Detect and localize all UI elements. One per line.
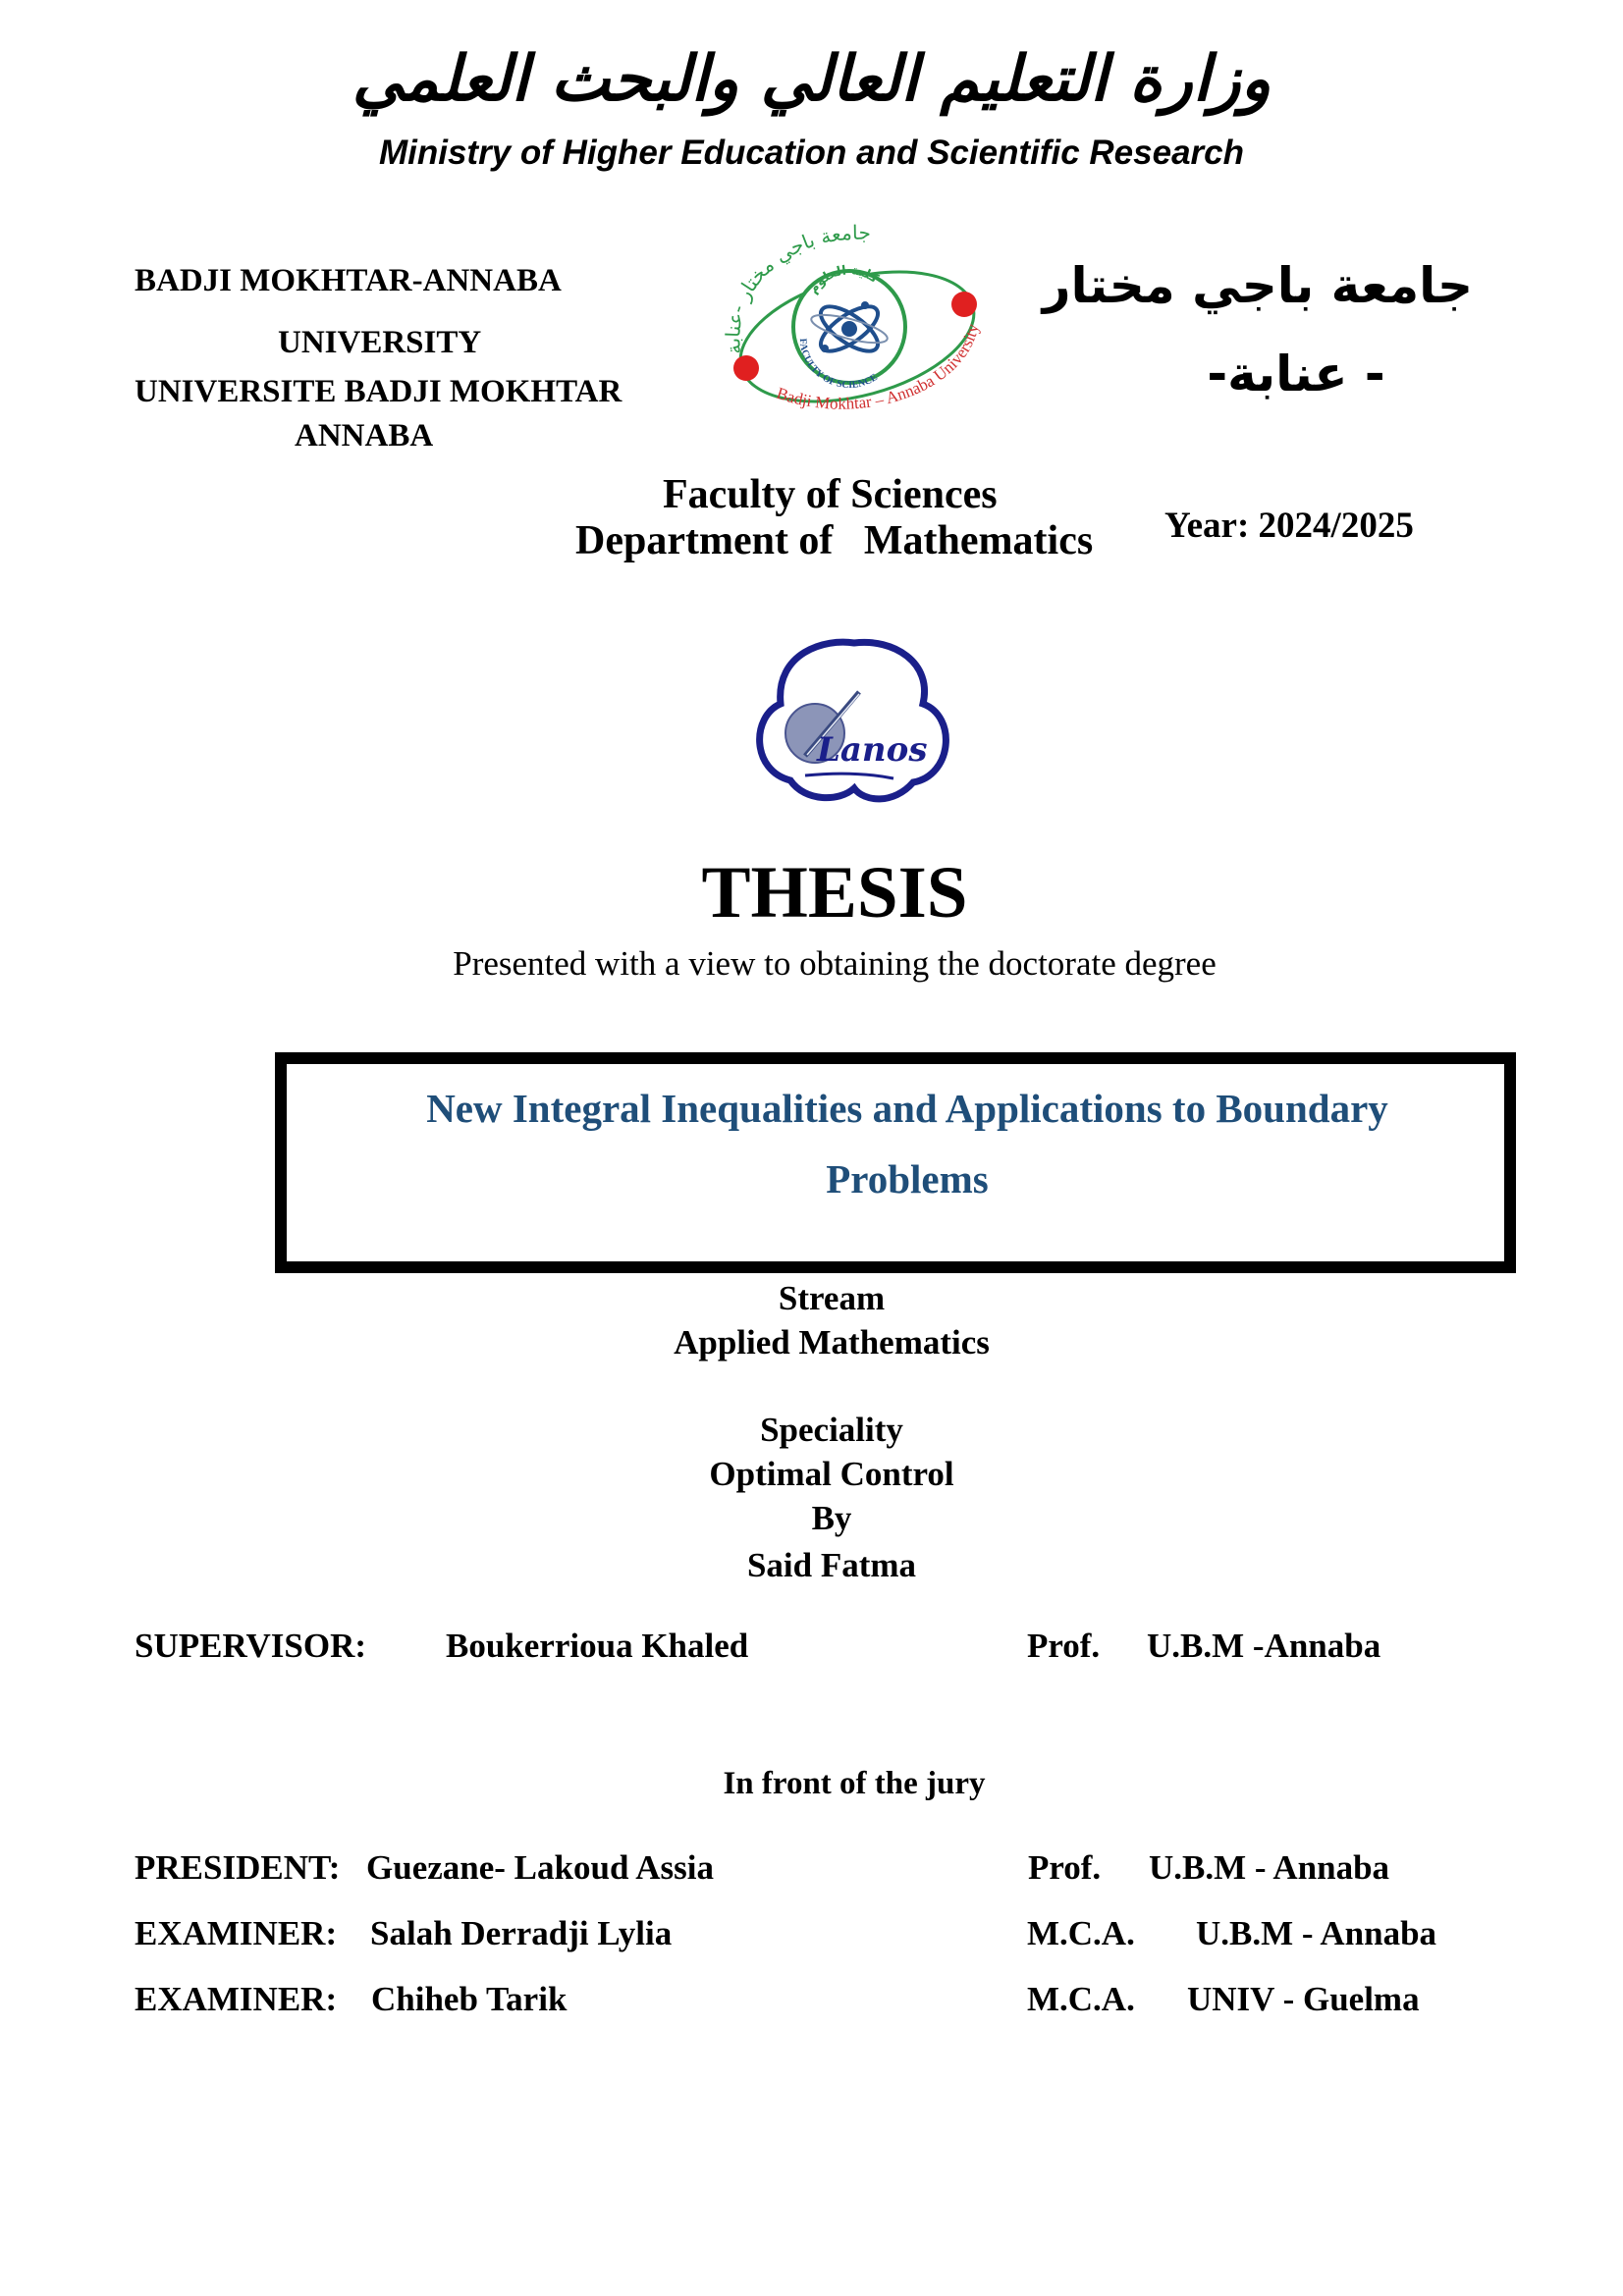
- lanos-logo-graphic: [746, 633, 962, 805]
- thesis-title-line2: Problems: [826, 1156, 989, 1201]
- jury-rank: Prof.: [1028, 1848, 1102, 1887]
- stream-label: Stream: [778, 1279, 886, 1317]
- jury-role: PRESIDENT:: [135, 1848, 341, 1887]
- supervisor-role: SUPERVISOR:: [135, 1627, 367, 1665]
- logo-arabic-ring-text: جامعة باجي مختار -عنابة: [721, 221, 872, 356]
- university-name-fr-line2: ANNABA: [295, 418, 434, 454]
- jury-heading: In front of the jury: [723, 1766, 986, 1801]
- university-name-en-line2: UNIVERSITY: [278, 325, 482, 360]
- supervisor-name: Boukerrioua Khaled: [446, 1627, 749, 1665]
- jury-institution: UNIV - Guelma: [1187, 1980, 1420, 2018]
- lanos-lab-logo: [746, 633, 962, 805]
- jury-institution: U.B.M - Annaba: [1149, 1848, 1390, 1887]
- thesis-title-line1: New Integral Inequalities and Applications to Boundary: [426, 1086, 1388, 1131]
- faculty-logo-graphic: [712, 221, 1006, 437]
- arabic-ministry-title: وزارة التعليم العالي والبحث العلمي: [352, 43, 1271, 116]
- jury-name: Salah Derradji Lylia: [370, 1914, 673, 1952]
- jury-rank: M.C.A.: [1027, 1914, 1135, 1952]
- jury-role: EXAMINER:: [135, 1980, 338, 2018]
- thesis-title-box: [275, 1052, 1516, 1273]
- university-name-arabic-line2: - عنابة-: [1207, 346, 1385, 402]
- thesis-subtitle: Presented with a view to obtaining the doctorate degree: [453, 944, 1217, 983]
- university-name-en-line1: BADJI MOKHTAR-ANNABA: [135, 263, 562, 298]
- supervisor-rank: Prof.: [1027, 1627, 1101, 1665]
- author-name: Said Fatma: [746, 1546, 917, 1584]
- jury-name: Chiheb Tarik: [371, 1980, 568, 2018]
- jury-rank: M.C.A.: [1027, 1980, 1135, 2018]
- supervisor-institution: U.B.M -Annaba: [1147, 1627, 1381, 1665]
- jury-role: EXAMINER:: [135, 1914, 338, 1952]
- jury-name: Guezane- Lakoud Assia: [366, 1848, 714, 1887]
- university-name-arabic-line1: جامعة باجي مختار: [1042, 257, 1473, 314]
- jury-institution: U.B.M - Annaba: [1196, 1914, 1437, 1952]
- academic-year: Year: 2024/2025: [1164, 506, 1414, 546]
- thesis-heading: THESIS: [701, 852, 968, 934]
- ministry-title: Ministry of Higher Education and Scientific Research: [378, 133, 1244, 172]
- logo-inner-text: FACULTY OF SCIENCE: [796, 338, 880, 392]
- speciality-value: Optimal Control: [709, 1455, 954, 1493]
- lanos-logo-text: Lanos: [817, 730, 928, 770]
- logo-arabic-inner-text: كلية العلوم: [805, 263, 882, 297]
- university-name-fr-line1: UNIVERSITE BADJI MOKHTAR: [135, 374, 622, 409]
- speciality-label: Speciality: [760, 1411, 903, 1449]
- faculty-name: Faculty of Sciences: [663, 472, 998, 517]
- faculty-of-science-logo: [712, 221, 1006, 437]
- stream-value: Applied Mathematics: [674, 1323, 990, 1362]
- department-name: Department of Mathematics: [575, 518, 1094, 563]
- logo-ring-text: Badji Mokhtar – Annaba University: [774, 322, 983, 413]
- by-label: By: [811, 1499, 852, 1537]
